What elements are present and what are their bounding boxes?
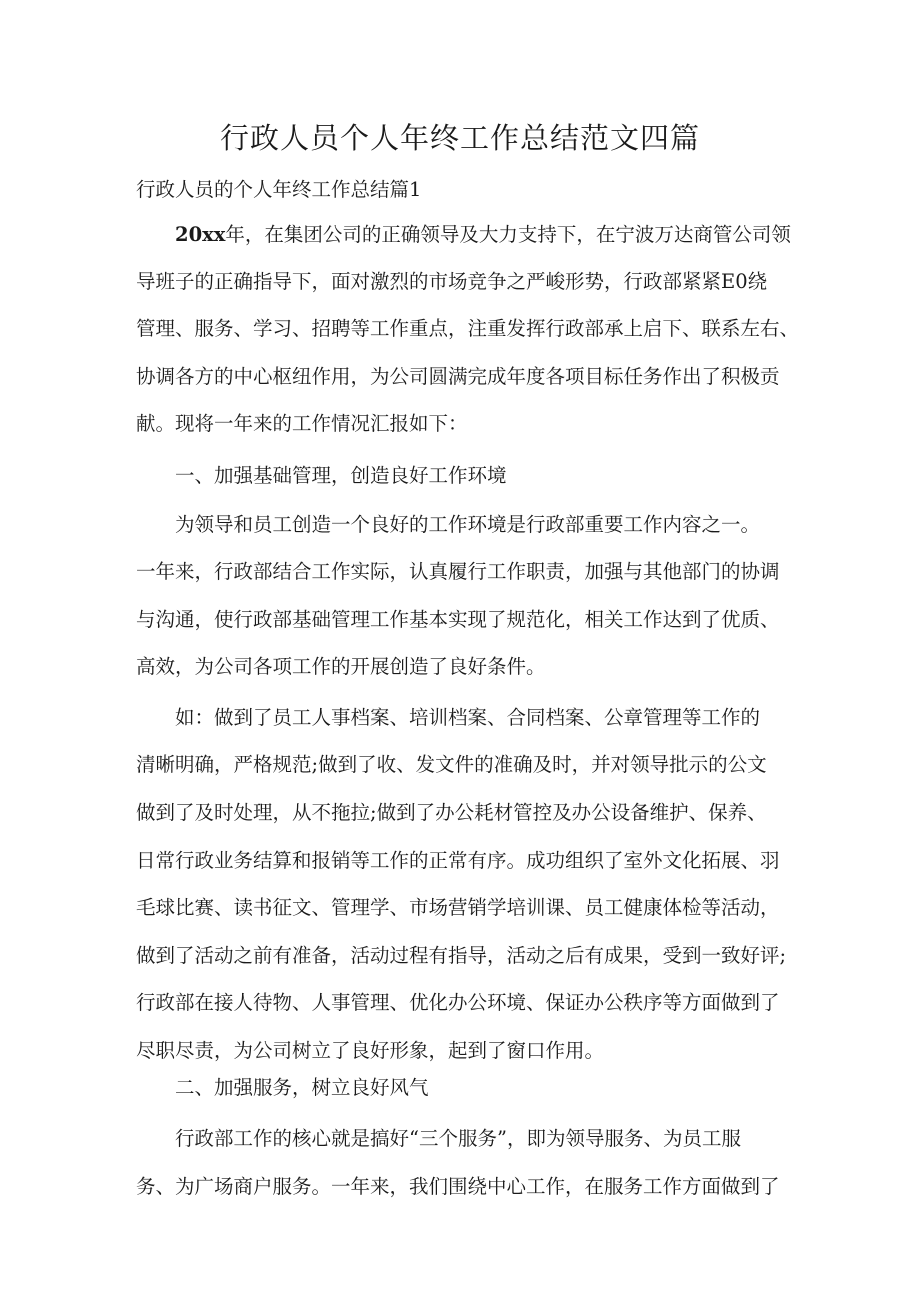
paragraph-line: 毛球比赛、读书征文、管理学、市场营销学培训课、员工健康体检等活动， xyxy=(136,896,780,919)
paragraph-text: 年，在集团公司的正确领导及大力支持下，在宁波万达商管公司领 xyxy=(225,223,791,246)
paragraph-line xyxy=(175,220,796,250)
paragraph-line: 高效，为公司各项工作的开展创造了良好条件。 xyxy=(136,655,546,678)
paragraph-line: 务、为广场商户服务。一年来，我们围绕中心工作，在服务工作方面做到了 xyxy=(136,1175,780,1198)
paragraph-line: 清晰明确，严格规范;做到了收、发文件的准确及时，并对领导批示的公文 xyxy=(136,753,767,776)
paragraph-line: 一年来，行政部结合工作实际，认真履行工作职责，加强与其他部门的协调 xyxy=(136,560,780,583)
paragraph-line: 做到了活动之前有准备，活动过程有指导，活动之后有成果，受到一致好评; xyxy=(136,944,787,967)
paragraph-line: 协调各方的中心枢纽作用，为公司圆满完成年度各项目标任务作出了积极贡 xyxy=(136,365,780,388)
paragraph-line: 导班子的正确指导下，面对激烈的市场竞争之严峻形势，行政部紧紧E0绕 xyxy=(136,270,768,293)
paragraph-line: 与沟通，使行政部基础管理工作基本实现了规范化，相关工作达到了优质、 xyxy=(136,608,780,631)
paragraph-line: 如：做到了员工人事档案、培训档案、合同档案、公章管理等工作的 xyxy=(175,706,761,729)
year-text: 20xx xyxy=(175,223,226,246)
section-heading: 一、加强基础管理，创造良好工作环境 xyxy=(175,464,507,487)
paragraph-line: 献。现将一年来的工作情况汇报如下： xyxy=(136,412,468,435)
paragraph-line: 管理、服务、学习、招聘等工作重点，注重发挥行政部承上启下、联系左右、 xyxy=(136,317,800,340)
paragraph-line: 为领导和员工创造一个良好的工作环境是行政部重要工作内容之一。 xyxy=(175,513,761,536)
paragraph-line: 行政部工作的核心就是搞好“三个服务”，即为领导服务、为员工服 xyxy=(175,1127,741,1150)
document-title: 行政人员个人年终工作总结范文四篇 xyxy=(219,121,700,155)
paragraph-line: 日常行政业务结算和报销等工作的正常有序。成功组织了室外文化拓展、羽 xyxy=(136,849,780,872)
paragraph-line: 行政部在接人待物、人事管理、优化办公环境、保证办公秩序等方面做到了 xyxy=(136,991,780,1014)
section-subtitle: 行政人员的个人年终工作总结篇1 xyxy=(136,178,422,201)
paragraph-line: 尽职尽责，为公司树立了良好形象，起到了窗口作用。 xyxy=(136,1039,605,1062)
paragraph-line: 做到了及时处理，从不拖拉;做到了办公耗材管控及办公设备维护、保养、 xyxy=(136,801,767,824)
section-heading: 二、加强服务，树立良好风气 xyxy=(175,1076,429,1099)
